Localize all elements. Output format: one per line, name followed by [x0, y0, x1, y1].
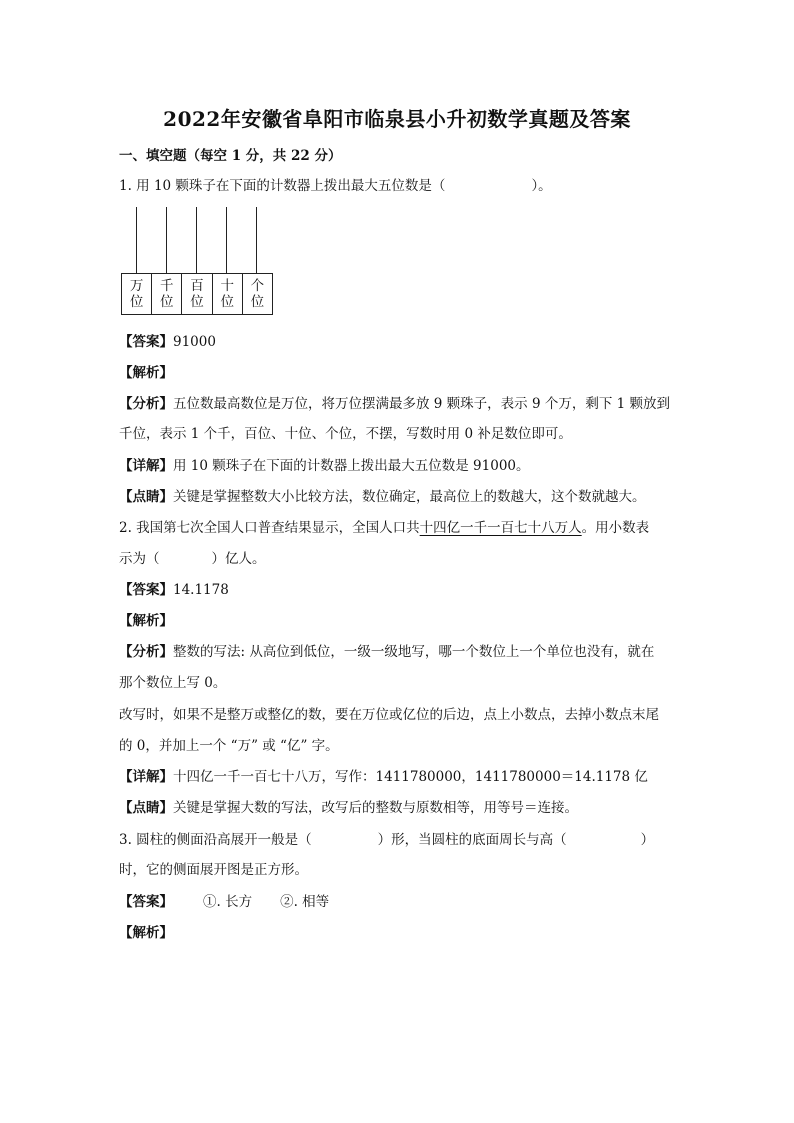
xiangjie-2: 【详解】十四亿一千一百七十八万，写作：1411780000，1411780000＝14.1178 亿: [119, 769, 648, 785]
question-1: [119, 176, 552, 196]
analysis-label-3: 【解析】: [119, 925, 173, 941]
place-ones: 个 位: [250, 278, 265, 310]
abacus-rod: [196, 207, 197, 273]
fenxi-2-cont3: 的 0，并加上一个 “万” 或 “亿” 字。: [119, 738, 339, 754]
question-3: 3. 圆柱的侧面沿高展开一般是（ ）形，当圆柱的底面周长与高（ ）: [119, 832, 655, 848]
dianjing-2: 【点睛】关键是掌握大数的写法，改写后的整数与原数相等，用等号＝连接。: [119, 800, 578, 816]
page-title: 2022年安徽省阜阳市临泉县小升初数学真题及答案: [163, 107, 631, 131]
fenxi-2: 【分析】整数的写法: 从高位到低位，一级一级地写，哪一个数位上一个单位也没有，就在: [119, 644, 655, 660]
fenxi-1: 【分析】五位数最高数位是万位，将万位摆满最多放 9 颗珠子，表示 9 个万，剩下 1 颗放到: [119, 396, 671, 412]
question-1-text: 1. 用 10 颗珠子在下面的计数器上拨出最大五位数是（: [119, 178, 446, 194]
abacus-rod: [166, 207, 167, 273]
abacus-rod: [256, 207, 257, 273]
answer-2: 【答案】14.1178: [119, 582, 229, 598]
dianjing-1: 【点睛】关键是掌握整数大小比较方法，数位确定，最高位上的数越大，这个数就越大。: [119, 489, 646, 505]
fenxi-1-cont: 千位，表示 1 个千，百位、十位、个位，不摆，写数时用 0 补足数位即可。: [119, 426, 572, 442]
question-1-text-end: ）。: [531, 178, 552, 194]
fenxi-2-cont: 那个数位上写 0。: [119, 675, 227, 691]
xiangjie-1: 【详解】用 10 颗珠子在下面的计数器上拨出最大五位数是 91000。: [119, 458, 530, 474]
abacus-rod: [136, 207, 137, 273]
answer-3: 【答案】 ①. 长方 ②. 相等: [119, 894, 330, 910]
abacus-place-labels: [121, 273, 273, 315]
place-thousands: 千 位: [152, 274, 182, 314]
fenxi-2-cont2: 改写时，如果不是整万或整亿的数，要在万位或亿位的后边，点上小数点，去掉小数点末尾: [119, 707, 659, 723]
place-ten-thousands: 万 位: [122, 274, 152, 314]
question-3-cont: 时，它的侧面展开图是正方形。: [119, 862, 308, 878]
answer-1: 【答案】91000: [119, 334, 216, 350]
question-2-cont: 示为（ ）亿人。: [119, 551, 266, 567]
abacus-rod: [226, 207, 227, 273]
question-2: 2. 我国第七次全国人口普查结果显示，全国人口共十四亿一千一百七十八万人。用小数表: [119, 520, 650, 536]
abacus-diagram: [121, 207, 273, 315]
analysis-label-2: 【解析】: [119, 613, 173, 629]
place-hundreds: 百 位: [182, 274, 212, 314]
section-heading: 一、填空题（每空 1 分，共 22 分）: [119, 148, 342, 164]
analysis-label-1: 【解析】: [119, 365, 173, 381]
place-tens: 十 位: [213, 274, 243, 314]
